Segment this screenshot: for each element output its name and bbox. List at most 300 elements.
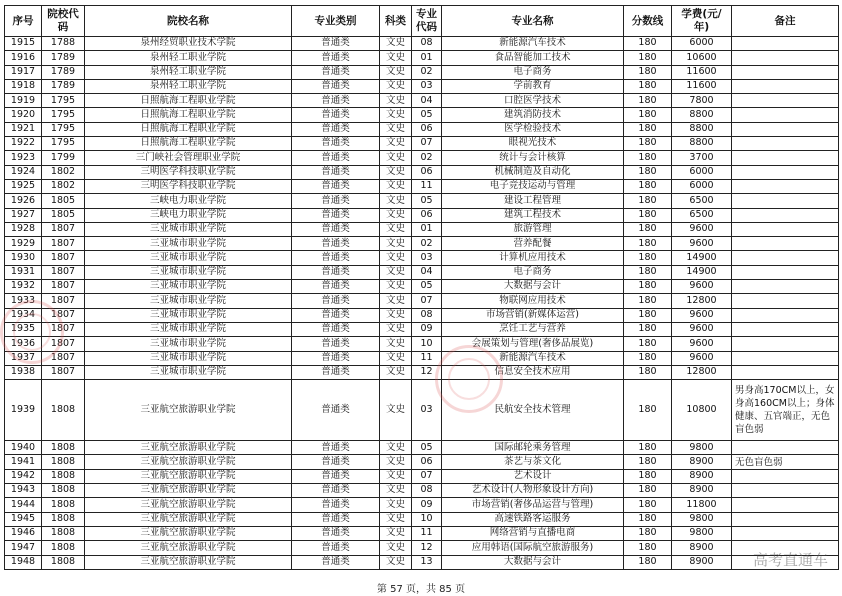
cell-score: 180	[624, 455, 672, 469]
cell-major-code: 05	[412, 441, 442, 455]
cell-score: 180	[624, 79, 672, 93]
cell-major-code: 01	[412, 51, 442, 65]
cell-score: 180	[624, 469, 672, 483]
cell-subject: 文史	[380, 280, 412, 294]
cell-major-name: 网络营销与直播电商	[442, 526, 624, 540]
cell-seq: 1946	[5, 526, 42, 540]
cell-major-name: 烹饪工艺与营养	[442, 322, 624, 336]
cell-score: 180	[624, 194, 672, 208]
cell-school-name: 三亚航空旅游职业学院	[85, 498, 292, 512]
cell-school-name: 三亚城市职业学院	[85, 294, 292, 308]
cell-score: 180	[624, 541, 672, 555]
cell-major-name: 艺术设计(人物形象设计方向)	[442, 484, 624, 498]
cell-major-code: 03	[412, 380, 442, 441]
cell-subject: 文史	[380, 165, 412, 179]
cell-seq: 1938	[5, 365, 42, 379]
cell-major-code: 09	[412, 498, 442, 512]
table-row	[5, 455, 839, 469]
cell-school-code: 1788	[42, 37, 85, 51]
cell-major-name: 统计与会计核算	[442, 151, 624, 165]
cell-note	[732, 512, 839, 526]
cell-score: 180	[624, 251, 672, 265]
cell-school-name: 三亚航空旅游职业学院	[85, 380, 292, 441]
cell-subject: 文史	[380, 222, 412, 236]
cell-fee: 6500	[672, 194, 732, 208]
cell-school-code: 1808	[42, 498, 85, 512]
header-score: 分数线	[624, 6, 672, 37]
table-row	[5, 165, 839, 179]
table-row	[5, 151, 839, 165]
cell-category: 普通类	[292, 498, 380, 512]
cell-fee: 9600	[672, 337, 732, 351]
cell-major-name: 建筑工程技术	[442, 208, 624, 222]
cell-category: 普通类	[292, 122, 380, 136]
admission-table	[4, 5, 839, 570]
table-row	[5, 441, 839, 455]
cell-subject: 文史	[380, 151, 412, 165]
cell-score: 180	[624, 526, 672, 540]
table-row	[5, 365, 839, 379]
cell-school-code: 1808	[42, 380, 85, 441]
cell-school-code: 1805	[42, 208, 85, 222]
cell-major-name: 艺术设计	[442, 469, 624, 483]
cell-score: 180	[624, 51, 672, 65]
table-row	[5, 555, 839, 569]
cell-subject: 文史	[380, 555, 412, 569]
cell-fee: 9800	[672, 526, 732, 540]
cell-subject: 文史	[380, 137, 412, 151]
cell-major-code: 10	[412, 512, 442, 526]
cell-seq: 1918	[5, 79, 42, 93]
cell-major-name: 市场营销(奢侈品运营与管理)	[442, 498, 624, 512]
cell-school-name: 泉州轻工职业学院	[85, 79, 292, 93]
cell-fee: 8900	[672, 541, 732, 555]
cell-category: 普通类	[292, 51, 380, 65]
table-row	[5, 526, 839, 540]
cell-seq: 1921	[5, 122, 42, 136]
cell-note	[732, 322, 839, 336]
cell-note	[732, 526, 839, 540]
header-major-code: 专业代码	[412, 6, 442, 37]
cell-seq: 1932	[5, 280, 42, 294]
cell-subject: 文史	[380, 498, 412, 512]
header-subject: 科类	[380, 6, 412, 37]
table-row	[5, 351, 839, 365]
cell-major-name: 物联网应用技术	[442, 294, 624, 308]
cell-category: 普通类	[292, 322, 380, 336]
cell-fee: 11800	[672, 498, 732, 512]
cell-major-code: 05	[412, 280, 442, 294]
cell-school-name: 三亚城市职业学院	[85, 322, 292, 336]
cell-school-name: 三亚航空旅游职业学院	[85, 469, 292, 483]
cell-major-name: 国际邮轮乘务管理	[442, 441, 624, 455]
cell-category: 普通类	[292, 265, 380, 279]
cell-seq: 1919	[5, 94, 42, 108]
cell-note	[732, 308, 839, 322]
cell-seq: 1935	[5, 322, 42, 336]
cell-major-code: 02	[412, 65, 442, 79]
cell-major-name: 医学检验技术	[442, 122, 624, 136]
cell-subject: 文史	[380, 441, 412, 455]
table-row	[5, 541, 839, 555]
cell-score: 180	[624, 512, 672, 526]
cell-school-code: 1805	[42, 194, 85, 208]
cell-note	[732, 351, 839, 365]
table-row	[5, 65, 839, 79]
cell-fee: 11600	[672, 79, 732, 93]
cell-fee: 11600	[672, 65, 732, 79]
cell-score: 180	[624, 179, 672, 193]
cell-fee: 8900	[672, 455, 732, 469]
cell-subject: 文史	[380, 208, 412, 222]
cell-category: 普通类	[292, 455, 380, 469]
cell-major-name: 会展策划与管理(奢侈品展览)	[442, 337, 624, 351]
table-row	[5, 322, 839, 336]
cell-major-name: 建设工程管理	[442, 194, 624, 208]
cell-subject: 文史	[380, 94, 412, 108]
cell-subject: 文史	[380, 251, 412, 265]
cell-note: 无色盲色弱	[732, 455, 839, 469]
cell-major-name: 机械制造及自动化	[442, 165, 624, 179]
cell-major-name: 大数据与会计	[442, 555, 624, 569]
cell-subject: 文史	[380, 380, 412, 441]
cell-subject: 文史	[380, 194, 412, 208]
cell-school-name: 三亚航空旅游职业学院	[85, 555, 292, 569]
cell-major-name: 电子商务	[442, 65, 624, 79]
cell-school-code: 1808	[42, 484, 85, 498]
cell-major-code: 06	[412, 455, 442, 469]
cell-school-name: 三亚航空旅游职业学院	[85, 512, 292, 526]
cell-fee: 7800	[672, 94, 732, 108]
cell-category: 普通类	[292, 194, 380, 208]
cell-major-code: 03	[412, 251, 442, 265]
table-body	[5, 37, 839, 570]
cell-school-code: 1807	[42, 351, 85, 365]
cell-score: 180	[624, 94, 672, 108]
cell-subject: 文史	[380, 237, 412, 251]
cell-subject: 文史	[380, 337, 412, 351]
cell-category: 普通类	[292, 337, 380, 351]
cell-school-code: 1808	[42, 469, 85, 483]
cell-seq: 1917	[5, 65, 42, 79]
cell-school-name: 泉州轻工职业学院	[85, 51, 292, 65]
cell-category: 普通类	[292, 555, 380, 569]
cell-note	[732, 37, 839, 51]
cell-major-code: 12	[412, 365, 442, 379]
table-row	[5, 208, 839, 222]
cell-school-code: 1808	[42, 555, 85, 569]
cell-note	[732, 165, 839, 179]
cell-major-name: 学前教育	[442, 79, 624, 93]
header-school-name: 院校名称	[85, 6, 292, 37]
cell-score: 180	[624, 165, 672, 179]
cell-seq: 1944	[5, 498, 42, 512]
cell-major-code: 05	[412, 194, 442, 208]
cell-major-name: 食品智能加工技术	[442, 51, 624, 65]
cell-note	[732, 441, 839, 455]
cell-category: 普通类	[292, 222, 380, 236]
cell-seq: 1925	[5, 179, 42, 193]
cell-fee: 6000	[672, 165, 732, 179]
cell-major-name: 口腔医学技术	[442, 94, 624, 108]
cell-category: 普通类	[292, 237, 380, 251]
cell-major-code: 12	[412, 541, 442, 555]
table-row	[5, 294, 839, 308]
cell-subject: 文史	[380, 37, 412, 51]
cell-fee: 9600	[672, 322, 732, 336]
cell-subject: 文史	[380, 79, 412, 93]
cell-note	[732, 194, 839, 208]
cell-school-name: 三亚航空旅游职业学院	[85, 526, 292, 540]
cell-school-name: 三亚城市职业学院	[85, 265, 292, 279]
cell-seq: 1929	[5, 237, 42, 251]
cell-major-name: 茶艺与茶文化	[442, 455, 624, 469]
cell-seq: 1928	[5, 222, 42, 236]
header-seq: 序号	[5, 6, 42, 37]
cell-note	[732, 65, 839, 79]
cell-school-name: 三亚航空旅游职业学院	[85, 541, 292, 555]
cell-note: 男身高170CM以上，女身高160CM以上；身体健康、五官端正，无色盲色弱	[732, 380, 839, 441]
cell-score: 180	[624, 380, 672, 441]
cell-subject: 文史	[380, 541, 412, 555]
cell-major-name: 大数据与会计	[442, 280, 624, 294]
cell-fee: 10800	[672, 380, 732, 441]
cell-major-name: 高速铁路客运服务	[442, 512, 624, 526]
cell-subject: 文史	[380, 122, 412, 136]
cell-note	[732, 469, 839, 483]
cell-school-code: 1789	[42, 79, 85, 93]
cell-fee: 6000	[672, 179, 732, 193]
cell-seq: 1934	[5, 308, 42, 322]
cell-category: 普通类	[292, 541, 380, 555]
cell-school-name: 三亚城市职业学院	[85, 222, 292, 236]
cell-school-name: 三峡电力职业学院	[85, 208, 292, 222]
cell-school-code: 1808	[42, 441, 85, 455]
cell-school-code: 1807	[42, 294, 85, 308]
cell-major-code: 10	[412, 337, 442, 351]
cell-category: 普通类	[292, 441, 380, 455]
cell-category: 普通类	[292, 512, 380, 526]
cell-major-code: 07	[412, 294, 442, 308]
cell-major-code: 08	[412, 37, 442, 51]
cell-score: 180	[624, 308, 672, 322]
cell-seq: 1915	[5, 37, 42, 51]
cell-school-code: 1807	[42, 265, 85, 279]
cell-major-name: 建筑消防技术	[442, 108, 624, 122]
cell-category: 普通类	[292, 280, 380, 294]
cell-major-code: 08	[412, 308, 442, 322]
cell-note	[732, 151, 839, 165]
cell-subject: 文史	[380, 484, 412, 498]
table-row	[5, 179, 839, 193]
cell-school-code: 1789	[42, 65, 85, 79]
cell-school-code: 1808	[42, 526, 85, 540]
cell-score: 180	[624, 265, 672, 279]
cell-school-name: 三明医学科技职业学院	[85, 165, 292, 179]
table-row	[5, 498, 839, 512]
cell-major-code: 11	[412, 526, 442, 540]
table-row	[5, 222, 839, 236]
cell-school-code: 1807	[42, 337, 85, 351]
cell-note	[732, 137, 839, 151]
cell-category: 普通类	[292, 108, 380, 122]
cell-score: 180	[624, 122, 672, 136]
cell-major-code: 11	[412, 351, 442, 365]
cell-score: 180	[624, 365, 672, 379]
cell-seq: 1923	[5, 151, 42, 165]
cell-subject: 文史	[380, 455, 412, 469]
cell-school-code: 1795	[42, 94, 85, 108]
table-row	[5, 469, 839, 483]
cell-major-name: 信息安全技术应用	[442, 365, 624, 379]
cell-category: 普通类	[292, 484, 380, 498]
table-row	[5, 51, 839, 65]
cell-school-name: 三亚城市职业学院	[85, 251, 292, 265]
cell-category: 普通类	[292, 308, 380, 322]
cell-school-name: 三门峡社会管理职业学院	[85, 151, 292, 165]
cell-school-code: 1807	[42, 237, 85, 251]
cell-category: 普通类	[292, 37, 380, 51]
cell-school-name: 三亚航空旅游职业学院	[85, 484, 292, 498]
cell-major-code: 05	[412, 108, 442, 122]
table-row	[5, 484, 839, 498]
cell-subject: 文史	[380, 512, 412, 526]
cell-seq: 1922	[5, 137, 42, 151]
cell-note	[732, 498, 839, 512]
cell-note	[732, 484, 839, 498]
cell-note	[732, 179, 839, 193]
cell-school-code: 1795	[42, 122, 85, 136]
cell-major-name: 营养配餐	[442, 237, 624, 251]
cell-seq: 1927	[5, 208, 42, 222]
table-row	[5, 237, 839, 251]
cell-school-code: 1807	[42, 308, 85, 322]
cell-school-code: 1808	[42, 512, 85, 526]
cell-fee: 9600	[672, 280, 732, 294]
table-row	[5, 37, 839, 51]
cell-major-name: 市场营销(新媒体运营)	[442, 308, 624, 322]
cell-seq: 1931	[5, 265, 42, 279]
cell-score: 180	[624, 137, 672, 151]
cell-fee: 8900	[672, 484, 732, 498]
cell-fee: 3700	[672, 151, 732, 165]
cell-subject: 文史	[380, 308, 412, 322]
table-row	[5, 251, 839, 265]
cell-subject: 文史	[380, 469, 412, 483]
cell-subject: 文史	[380, 294, 412, 308]
cell-note	[732, 337, 839, 351]
cell-seq: 1930	[5, 251, 42, 265]
cell-category: 普通类	[292, 294, 380, 308]
cell-major-name: 应用韩语(国际航空旅游服务)	[442, 541, 624, 555]
cell-school-name: 三明医学科技职业学院	[85, 179, 292, 193]
table-row	[5, 512, 839, 526]
cell-subject: 文史	[380, 108, 412, 122]
cell-category: 普通类	[292, 365, 380, 379]
cell-school-name: 三亚城市职业学院	[85, 308, 292, 322]
cell-note	[732, 51, 839, 65]
header-category: 专业类别	[292, 6, 380, 37]
cell-seq: 1920	[5, 108, 42, 122]
cell-major-code: 02	[412, 151, 442, 165]
cell-school-code: 1802	[42, 165, 85, 179]
cell-major-code: 06	[412, 165, 442, 179]
cell-school-name: 日照航海工程职业学院	[85, 108, 292, 122]
cell-major-name: 新能源汽车技术	[442, 37, 624, 51]
cell-major-code: 04	[412, 265, 442, 279]
cell-school-code: 1807	[42, 251, 85, 265]
cell-fee: 9800	[672, 512, 732, 526]
table-row	[5, 122, 839, 136]
cell-fee: 6000	[672, 37, 732, 51]
cell-category: 普通类	[292, 137, 380, 151]
cell-note	[732, 251, 839, 265]
table-row	[5, 137, 839, 151]
cell-note	[732, 208, 839, 222]
cell-seq: 1942	[5, 469, 42, 483]
cell-category: 普通类	[292, 469, 380, 483]
cell-score: 180	[624, 151, 672, 165]
cell-note	[732, 280, 839, 294]
cell-fee: 14900	[672, 265, 732, 279]
cell-fee: 6500	[672, 208, 732, 222]
cell-fee: 9600	[672, 351, 732, 365]
cell-school-code: 1789	[42, 51, 85, 65]
cell-subject: 文史	[380, 51, 412, 65]
cell-seq: 1945	[5, 512, 42, 526]
cell-subject: 文史	[380, 365, 412, 379]
cell-fee: 8800	[672, 137, 732, 151]
cell-seq: 1926	[5, 194, 42, 208]
brand-watermark: 高考直通车	[752, 551, 828, 569]
cell-note	[732, 265, 839, 279]
cell-major-code: 07	[412, 137, 442, 151]
cell-seq: 1933	[5, 294, 42, 308]
cell-note	[732, 79, 839, 93]
table-row	[5, 108, 839, 122]
cell-major-name: 电子商务	[442, 265, 624, 279]
cell-category: 普通类	[292, 351, 380, 365]
cell-school-code: 1807	[42, 322, 85, 336]
cell-seq: 1943	[5, 484, 42, 498]
cell-major-code: 13	[412, 555, 442, 569]
cell-school-name: 三亚城市职业学院	[85, 365, 292, 379]
cell-score: 180	[624, 322, 672, 336]
header-note: 备注	[732, 6, 839, 37]
cell-major-code: 11	[412, 179, 442, 193]
table-row	[5, 280, 839, 294]
cell-subject: 文史	[380, 351, 412, 365]
cell-fee: 10600	[672, 51, 732, 65]
cell-school-name: 三峡电力职业学院	[85, 194, 292, 208]
cell-score: 180	[624, 280, 672, 294]
cell-category: 普通类	[292, 79, 380, 93]
cell-fee: 8800	[672, 122, 732, 136]
cell-score: 180	[624, 237, 672, 251]
cell-school-code: 1807	[42, 222, 85, 236]
cell-major-code: 03	[412, 79, 442, 93]
table-row	[5, 380, 839, 441]
cell-seq: 1924	[5, 165, 42, 179]
cell-seq: 1940	[5, 441, 42, 455]
cell-subject: 文史	[380, 265, 412, 279]
cell-school-code: 1808	[42, 541, 85, 555]
cell-score: 180	[624, 208, 672, 222]
cell-major-code: 07	[412, 469, 442, 483]
cell-fee: 9800	[672, 441, 732, 455]
cell-school-name: 日照航海工程职业学院	[85, 122, 292, 136]
cell-fee: 9600	[672, 237, 732, 251]
